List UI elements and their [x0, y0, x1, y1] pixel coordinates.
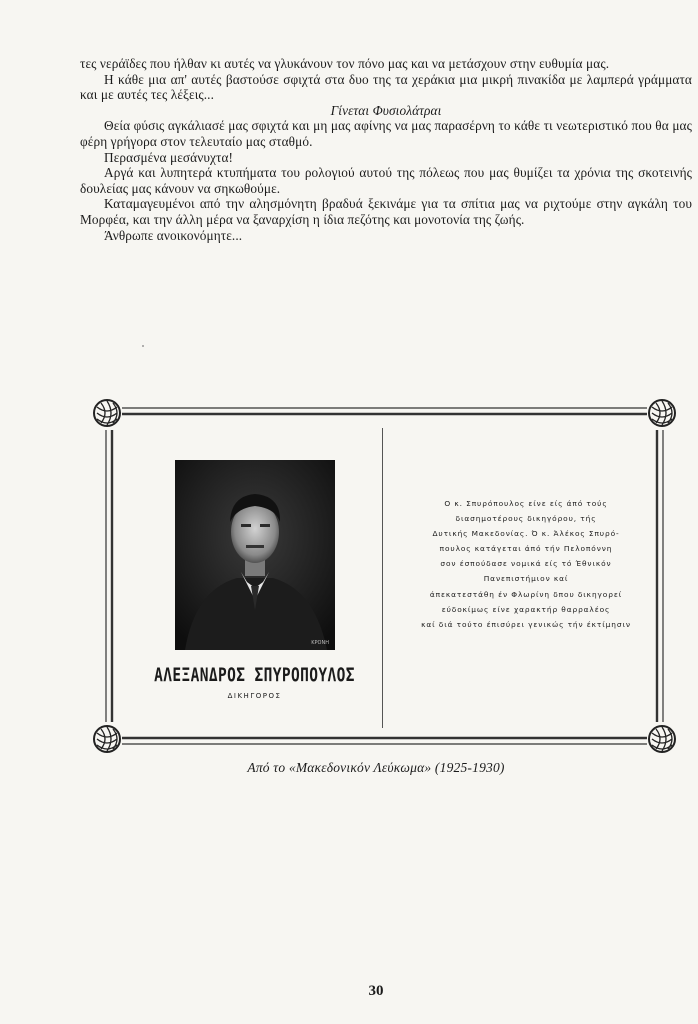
italic-heading: Γίνεται Φυσιολάτραι	[330, 102, 442, 118]
bio-line: Δυτικής Μακεδονίας. Ό κ. Άλέκος Σπυρό-	[432, 529, 620, 539]
paragraph: Η κάθε μια απ' αυτές βαστούσε σφιχτά στα δυο της τα χεράκια μια μικρή πινακίδα με λαμπερά γράμματα και με αυτές τες λέξεις...	[80, 71, 692, 103]
corner-knot-icon	[647, 724, 677, 754]
bio-text	[392, 496, 660, 632]
person-name: ΑΛΕΞΑΝΔΡΟΣ ΣΠΥΡΟΠΟΥΛΟΣ	[154, 665, 355, 687]
body-text	[80, 56, 692, 243]
bio-line: Πανεπιστήμιον καί	[483, 574, 569, 584]
ink-speck	[142, 345, 144, 347]
photographer-mark: ΚΡΟΝΗ	[311, 640, 329, 646]
corner-knot-icon	[92, 398, 122, 428]
paragraph: Θεία φύσις αγκάλιασέ μας σφιχτά και μη μας αφίνης να μας παρασέρνη το κάθε τι νεωτεριστικό που θα μας φέρη γρήγορα στον τελευταίο μας σταθμό.	[80, 118, 692, 149]
plate-divider	[382, 428, 383, 728]
paragraph: Άνθρωπε ανοικονόμητε...	[104, 227, 243, 243]
person-profession: ΔΙΚΗΓΟΡΟΣ	[227, 692, 282, 700]
corner-knot-icon	[647, 398, 677, 428]
page-number: 30	[368, 983, 384, 999]
bio-line: καί διά τούτο έπισύρει γενικώς τήν έκτίμησιν	[421, 619, 631, 629]
portrait-plate	[92, 398, 677, 754]
bio-line: πουλος κατάγεται άπό τήν Πελοπόννη	[439, 544, 613, 554]
bio-line: διασημοτέρους δικηγόρου, τής	[455, 514, 597, 524]
corner-knot-icon	[92, 724, 122, 754]
bio-line: Ο κ. Σπυρόπουλος είνε είς άπό τούς	[444, 499, 608, 508]
bio-line: σον έσπούδασε νομικά είς τό Έθνικόν	[440, 559, 612, 569]
bio-line: εύδοκίμως είνε χαρακτήρ θαρραλέος	[441, 604, 611, 614]
paragraph: τες νεράϊδες που ήλθαν κι αυτές να γλυκάνουν τον πόνο μας και να μετάσχουν στην ευθυμία μας.	[80, 56, 610, 71]
paragraph: Αργά και λυπητερά κτυπήματα του ρολογιού αυτού της πόλεως που μας θυμίζει τα χρόνια της σκοτεινής δουλείας μας κάνουν να σηκωθούμε.	[80, 165, 692, 196]
bio-line: άπεκατεστάθη έν Φλωρίνη δπου δικηγορεί	[429, 589, 623, 599]
portrait-photo	[175, 460, 335, 650]
paragraph: Καταμαγευμένοι από την αλησμόνητη βραδυά ξεκινάμε για τα σπίτια μας να ριχτούμε στην αγκάλη του Μορφέα, και την άλλη μέρα να ξαναρχίση η ίδια πεζότης και μονοτονία της ζωής.	[80, 196, 692, 227]
plate-caption: Από το «Μακεδονικόν Λεύκωμα» (1925-1930)	[247, 760, 505, 775]
paragraph: Περασμένα μεσάνυχτα!	[104, 149, 234, 165]
